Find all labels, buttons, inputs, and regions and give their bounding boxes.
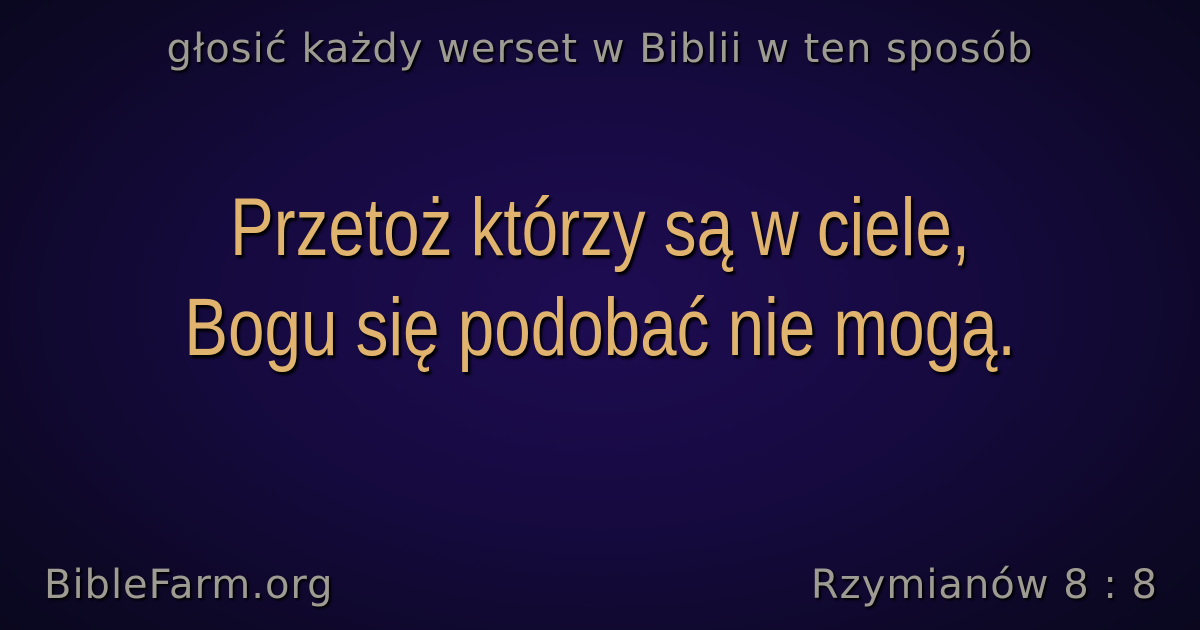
- verse-line-2: Bogu się podobać nie mogą.: [184, 282, 1016, 373]
- verse-text: [120, 178, 1080, 378]
- verse-reference: Rzymianów 8 : 8: [810, 562, 1158, 608]
- site-name: BibleFarm.org: [44, 562, 334, 608]
- verse-line-1: Przetoż którzy są w ciele,: [229, 182, 971, 273]
- tagline: głosić każdy werset w Biblii w ten sposób: [166, 26, 1034, 72]
